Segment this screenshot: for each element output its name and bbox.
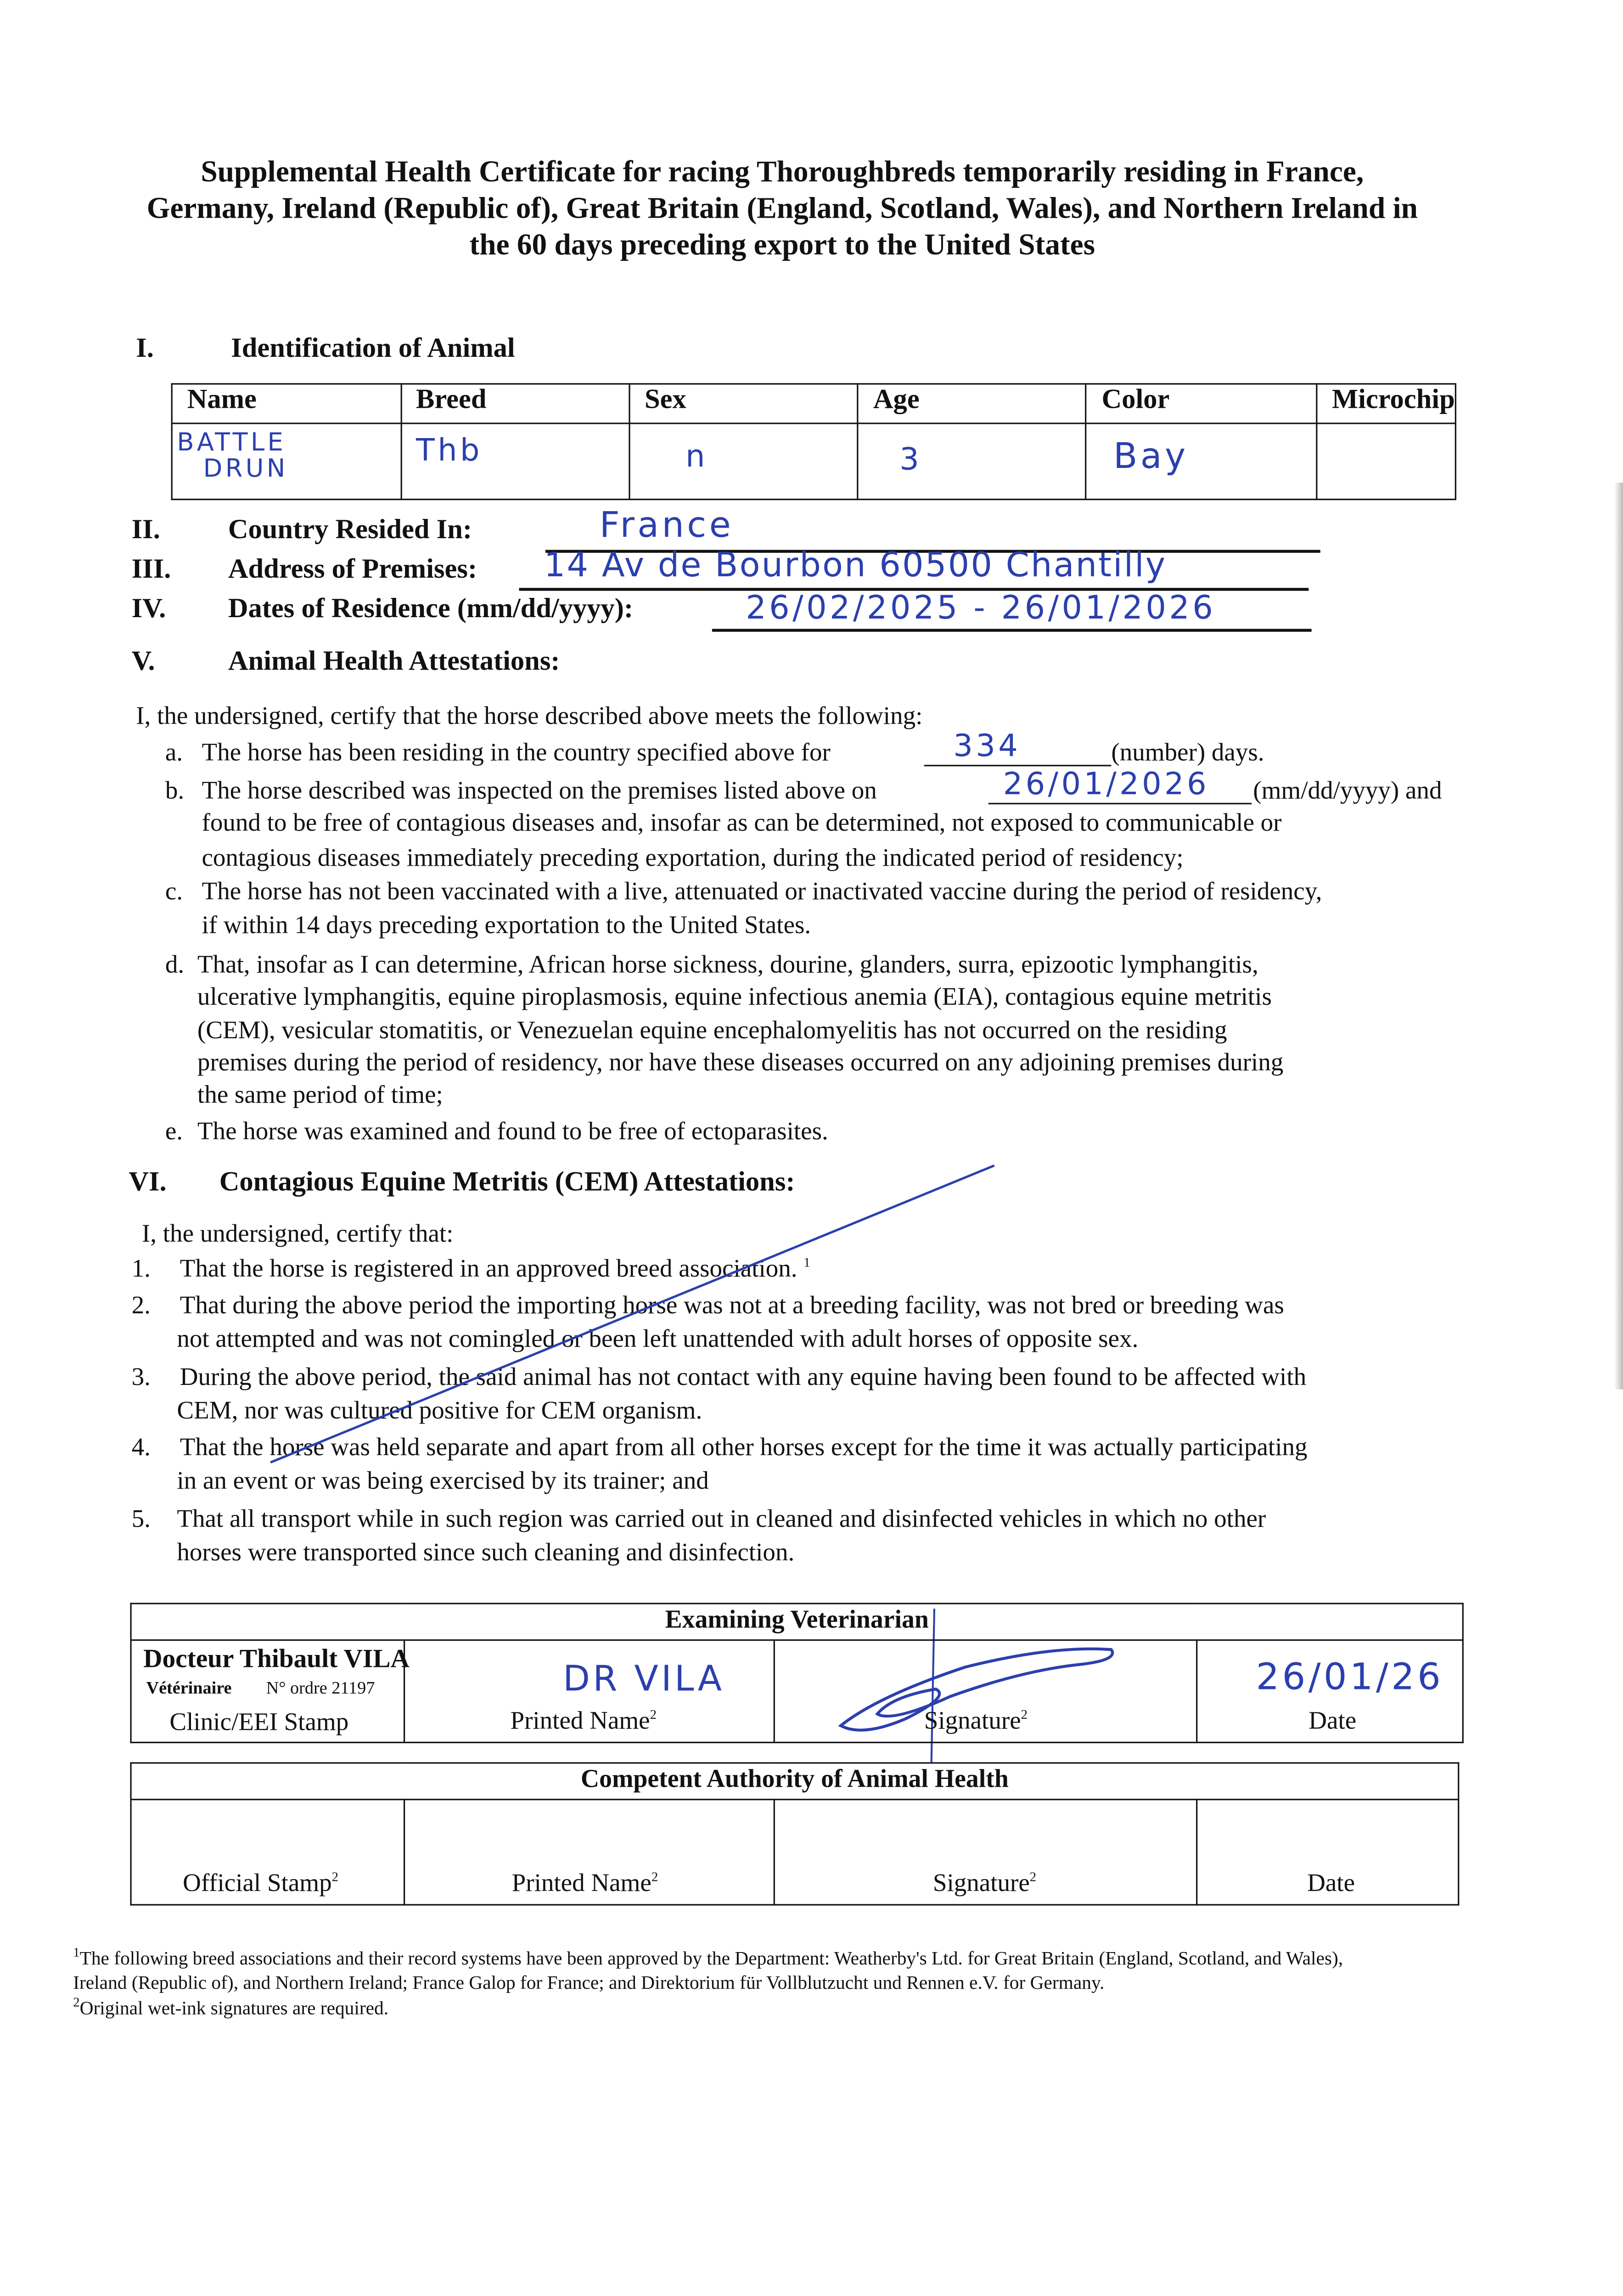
header-name: Name xyxy=(172,384,400,423)
color-value: Bay xyxy=(1113,436,1189,477)
vet-printed-name-text: Printed Name xyxy=(510,1706,650,1735)
examining-vet-table xyxy=(130,1603,1463,1743)
item-b-letter: b. xyxy=(165,777,185,805)
title-line-2: Germany, Ireland (Republic of), Great Britain (England, Scotland, Wales), and Northern Ireland in xyxy=(146,193,1418,225)
vet-printed-name-label xyxy=(510,1707,657,1736)
authority-signature-label xyxy=(933,1869,1036,1898)
name-line-2: DRUN xyxy=(203,455,288,484)
age-value: 3 xyxy=(899,441,922,477)
item-d-line-2: ulcerative lymphangitis, equine piroplasmosis, equine infectious anemia (EIA), contagious equine metritis xyxy=(197,983,1272,1011)
footnote-ref-2: 2 xyxy=(651,1869,658,1884)
item-b-line-2: found to be free of contagious diseases and, insofar as can be determined, not exposed to communicable or xyxy=(202,809,1282,837)
vet-stamp-title: Vétérinaire xyxy=(146,1677,232,1698)
cross-out-stroke xyxy=(270,1165,994,1462)
footnote-ref-2: 2 xyxy=(1029,1869,1037,1884)
footnote-2-mark: 2 xyxy=(73,1994,80,2009)
cem-4-line-1: That the horse was held separate and apart from all other horses except for the time it was actually participating xyxy=(180,1433,1308,1461)
cem-4-line-2: in an event or was being exercised by its trainer; and xyxy=(177,1467,709,1495)
title-line-3: the 60 days preceding export to the United States xyxy=(469,229,1095,262)
cem-3-line-1: During the above period, the said animal has not contact with any equine having been found to be affected with xyxy=(180,1363,1307,1391)
cem-2-line-2: not attempted and was not comingled or been left unattended with adult horses of opposite sex. xyxy=(177,1325,1139,1353)
section-1-number: I. xyxy=(136,333,154,364)
item-c-line-2: if within 14 days preceding exportation to the United States. xyxy=(202,911,811,939)
cem-1-text: That the horse is registered in an approved breed association. xyxy=(180,1255,797,1283)
vet-date-value: 26/01/26 xyxy=(1256,1655,1444,1698)
footnote-1-line-1 xyxy=(73,1945,1343,1970)
section-5-number: V. xyxy=(131,646,155,677)
footnote-2-text: Original wet-ink signatures are required. xyxy=(79,1997,389,2019)
clinic-stamp-text: Clinic/EEI Stamp xyxy=(169,1708,349,1736)
cem-4-number: 4. xyxy=(131,1433,151,1461)
item-d-line-4: premises during the period of residency, nor have these diseases occurred on any adjoining premises during xyxy=(197,1048,1284,1076)
address-label: Address of Premises: xyxy=(228,554,477,585)
footnote-1-text: The following breed associations and their record systems have been approved by the Department: Weatherby's Ltd. for Great Britain (England, Scotland, and Wales), xyxy=(79,1947,1343,1969)
item-d-line-3: (CEM), vesicular stomatitis, or Venezuelan equine encephalomyelitis has not occurred on the residing xyxy=(197,1016,1227,1044)
authority-printed-name-text: Printed Name xyxy=(511,1869,651,1897)
authority-date-label: Date xyxy=(1307,1869,1355,1897)
clinic-stamp-label xyxy=(169,1708,348,1738)
cem-5-line-2: horses were transported since such cleaning and disinfection. xyxy=(177,1538,795,1566)
section-1-title: Identification of Animal xyxy=(231,333,515,364)
address-value[interactable]: 14 Av de Bourbon 60500 Chantilly xyxy=(544,547,1167,585)
country-label: Country Resided In: xyxy=(228,515,472,546)
item-d-line-5: the same period of time; xyxy=(197,1080,443,1109)
country-value[interactable]: France xyxy=(599,504,734,546)
title-line-1: Supplemental Health Certificate for racing Thoroughbreds temporarily residing in France, xyxy=(201,156,1364,189)
authority-date-cell[interactable] xyxy=(1197,1800,1459,1905)
header-breed: Breed xyxy=(401,384,629,423)
cem-2-line-1: That during the above period the importing horse was not at a breeding facility, was not bred or breeding was xyxy=(180,1291,1284,1319)
official-stamp-text: Official Stamp xyxy=(183,1869,332,1897)
cem-5-line-1: That all transport while in such region was carried out in cleaned and disinfected vehicles in which no other xyxy=(177,1505,1266,1533)
item-b-text: The horse described was inspected on the premises listed above on xyxy=(202,777,877,805)
section-5-title: Animal Health Attestations: xyxy=(228,646,560,677)
cem-3-line-2: CEM, nor was cultured positive for CEM organism. xyxy=(177,1396,702,1424)
footnote-ref-2: 2 xyxy=(331,1869,339,1884)
cem-intro: I, the undersigned, certify that: xyxy=(141,1220,454,1248)
item-a-letter: a. xyxy=(165,738,183,766)
competent-authority-table xyxy=(130,1762,1459,1906)
footnote-1-mark: 1 xyxy=(73,1945,80,1960)
official-stamp-cell[interactable] xyxy=(131,1800,404,1905)
section-3-number: III. xyxy=(131,554,171,585)
dates-label: Dates of Residence (mm/dd/yyyy): xyxy=(228,593,634,625)
vet-date-label: Date xyxy=(1309,1706,1357,1735)
item-c-line-1: The horse has not been vaccinated with a live, attenuated or inactivated vaccine during the period of residency, xyxy=(202,877,1322,906)
footnote-ref-1: 1 xyxy=(803,1255,810,1270)
dates-value[interactable]: 26/02/2025 - 26/01/2026 xyxy=(746,591,1216,628)
vet-signature-label xyxy=(924,1707,1028,1736)
item-d-letter: d. xyxy=(165,951,185,979)
cem-5-number: 5. xyxy=(131,1505,151,1533)
breed-value: Thb xyxy=(416,433,483,468)
item-b-suffix: (mm/dd/yyyy) and xyxy=(1253,777,1442,805)
item-c-letter: c. xyxy=(165,877,183,906)
days-value[interactable]: 334 xyxy=(953,728,1021,764)
header-microchip: Microchip xyxy=(1317,384,1456,423)
item-a-suffix: (number) days. xyxy=(1111,738,1264,766)
footnote-ref-2: 2 xyxy=(1021,1707,1028,1722)
vet-signature-cell[interactable] xyxy=(774,1640,1196,1743)
footnote-1-line-2: Ireland (Republic of), and Northern Ireland; France Galop for France; and Direktorium für Vollblutzucht und Rennen e.V. for Germany. xyxy=(73,1971,1105,1993)
item-e-line-1: The horse was examined and found to be free of ectoparasites. xyxy=(197,1117,828,1145)
authority-title: Competent Authority of Animal Health xyxy=(131,1763,1459,1800)
section-4-number: IV. xyxy=(131,593,166,625)
health-intro: I, the undersigned, certify that the horse described above meets the following: xyxy=(136,702,923,730)
footnote-2 xyxy=(73,1995,388,2020)
vet-printed-name-cell[interactable] xyxy=(404,1640,775,1743)
authority-printed-name-label xyxy=(512,1869,658,1898)
item-e-letter: e. xyxy=(165,1117,183,1145)
name-line-1: BATTLE xyxy=(177,428,286,458)
item-d-line-1: That, insofar as I can determine, African horse sickness, dourine, glanders, surra, epizootic lymphangitis, xyxy=(197,951,1258,979)
vet-date-cell[interactable] xyxy=(1197,1640,1463,1743)
vet-stamp-name: Docteur Thibault VILA xyxy=(143,1643,410,1673)
footnote-ref-2: 2 xyxy=(650,1707,657,1722)
vet-stamp-cell xyxy=(131,1640,410,1743)
official-stamp-label xyxy=(183,1869,338,1898)
vet-stamp-number: N° ordre 21197 xyxy=(266,1677,375,1698)
header-sex: Sex xyxy=(629,384,858,423)
item-a-text: The horse has been residing in the country specified above for xyxy=(202,738,831,766)
inspection-date-value[interactable]: 26/01/2026 xyxy=(1003,766,1209,802)
header-age: Age xyxy=(858,384,1086,423)
authority-signature-text: Signature xyxy=(932,1869,1030,1897)
header-color: Color xyxy=(1086,384,1316,423)
authority-signature-cell[interactable] xyxy=(774,1800,1196,1905)
section-2-number: II. xyxy=(131,515,160,546)
vet-signature-text: Signature xyxy=(924,1706,1021,1735)
cem-1-number: 1. xyxy=(131,1255,151,1283)
authority-printed-name-cell[interactable] xyxy=(404,1800,775,1905)
section-6-title: Contagious Equine Metritis (CEM) Attestations: xyxy=(219,1167,795,1198)
vet-title: Examining Veterinarian xyxy=(131,1604,1463,1640)
cem-3-number: 3. xyxy=(131,1363,151,1391)
sex-value: n xyxy=(685,439,708,474)
vet-printed-name-value: DR VILA xyxy=(563,1658,725,1699)
section-6-number: VI. xyxy=(129,1167,167,1198)
cem-2-number: 2. xyxy=(131,1291,151,1319)
item-b-line-3: contagious diseases immediately preceding exportation, during the indicated period of residency; xyxy=(202,844,1184,872)
